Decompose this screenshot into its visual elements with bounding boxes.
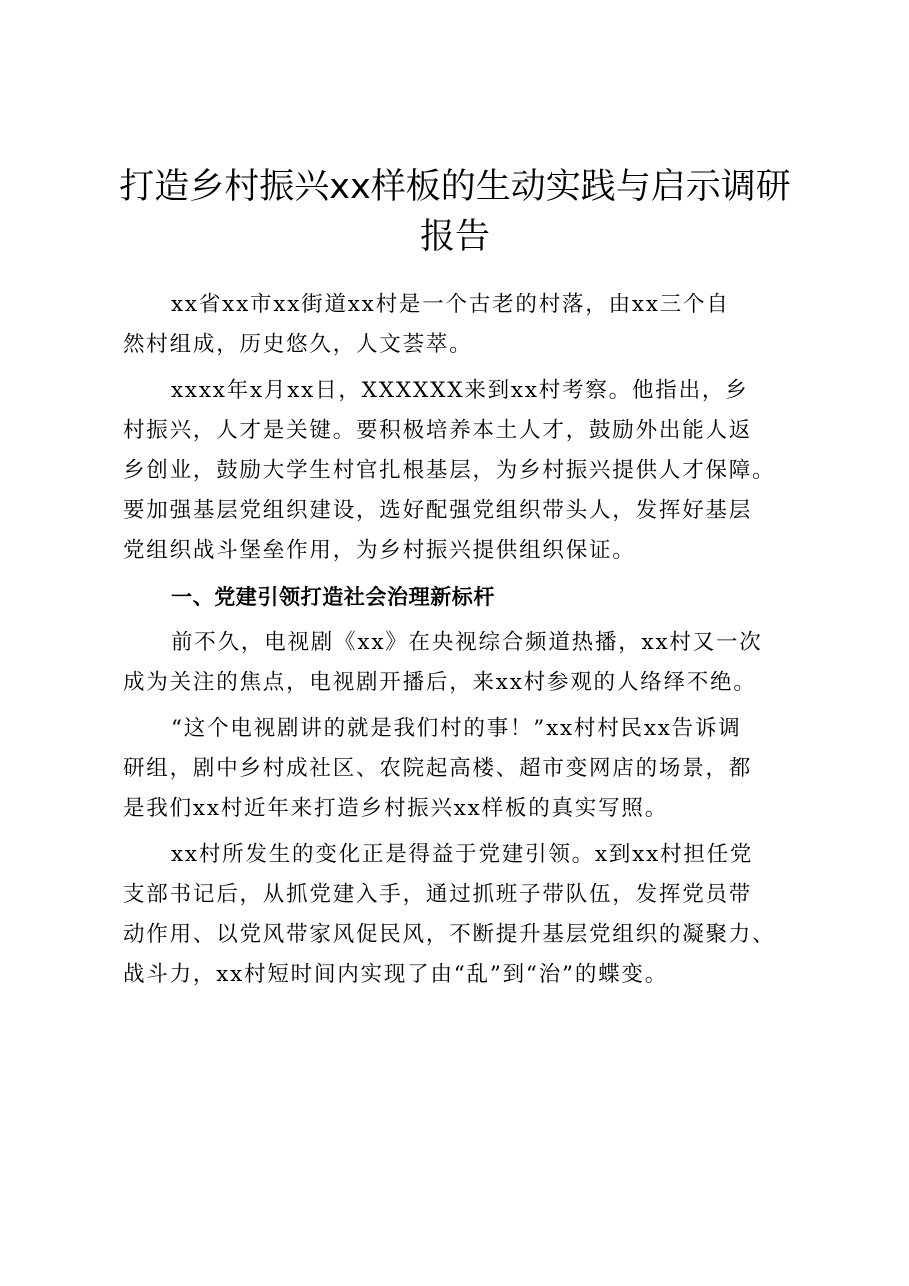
paragraph-line: 要加强基层党组织建设，选好配强党组织带头人，发挥好基层: [123, 498, 753, 523]
paragraph-line: xx村所发生的变化正是得益于党建引领。x到xx村担任党: [171, 842, 754, 867]
section-heading: [123, 577, 803, 617]
paragraph-line: 战斗力，xx村短时间内实现了由“乱”到“治”的蝶变。: [123, 962, 669, 987]
paragraph-line: 研组，剧中乡村成社区、农院起高楼、超市变网店的场景，都: [123, 756, 753, 781]
paragraph-line: 党组织战斗堡垒作用，为乡村振兴提供组织保证。: [123, 538, 636, 563]
paragraph-tv-drama: [123, 623, 803, 703]
paragraph-line: 支部书记后，从抓党建入手，通过抓班子带队伍，发挥党员带: [123, 882, 753, 907]
paragraph-intro: [123, 285, 803, 365]
paragraph-line: 乡创业，鼓励大学生村官扎根基层，为乡村振兴提供人才保障。: [123, 458, 776, 483]
paragraph-line: “这个电视剧讲的就是我们村的事！”xx村村民xx告诉调: [171, 716, 742, 741]
paragraph-line: 是我们xx村近年来打造乡村振兴xx样板的真实写照。: [123, 796, 669, 821]
paragraph-line: 然村组成，历史悠久，人文荟萃。: [123, 332, 473, 357]
paragraph-line: 动作用、以党风带家风促民风，不断提升基层党组织的凝聚力、: [123, 922, 776, 947]
section-heading-text: 一、党建引领打造社会治理新标杆: [171, 585, 495, 609]
paragraph-line: xxxx年x月xx日，XXXXXX来到xx村考察。他指出，乡: [171, 378, 749, 403]
paragraph-line: 前不久，电视剧《xx》在央视综合频道热播，xx村又一次: [171, 630, 763, 655]
paragraph-line: 村振兴，人才是关键。要积极培养本土人才，鼓励外出能人返: [123, 418, 753, 443]
document-title: [110, 162, 800, 262]
title-line-1: 打造乡村振兴xx样板的生动实践与启示调研: [119, 167, 791, 207]
paragraph-line: xx省xx市xx街道xx村是一个古老的村落，由xx三个自: [171, 292, 730, 317]
document-body: [123, 285, 803, 1001]
title-line-2: 报告: [419, 217, 490, 257]
paragraph-inspection: [123, 371, 803, 571]
paragraph-villager-quote: [123, 709, 803, 829]
paragraph-party-leadership: [123, 835, 803, 995]
paragraph-line: 成为关注的焦点，电视剧开播后，来xx村参观的人络绎不绝。: [123, 670, 757, 695]
